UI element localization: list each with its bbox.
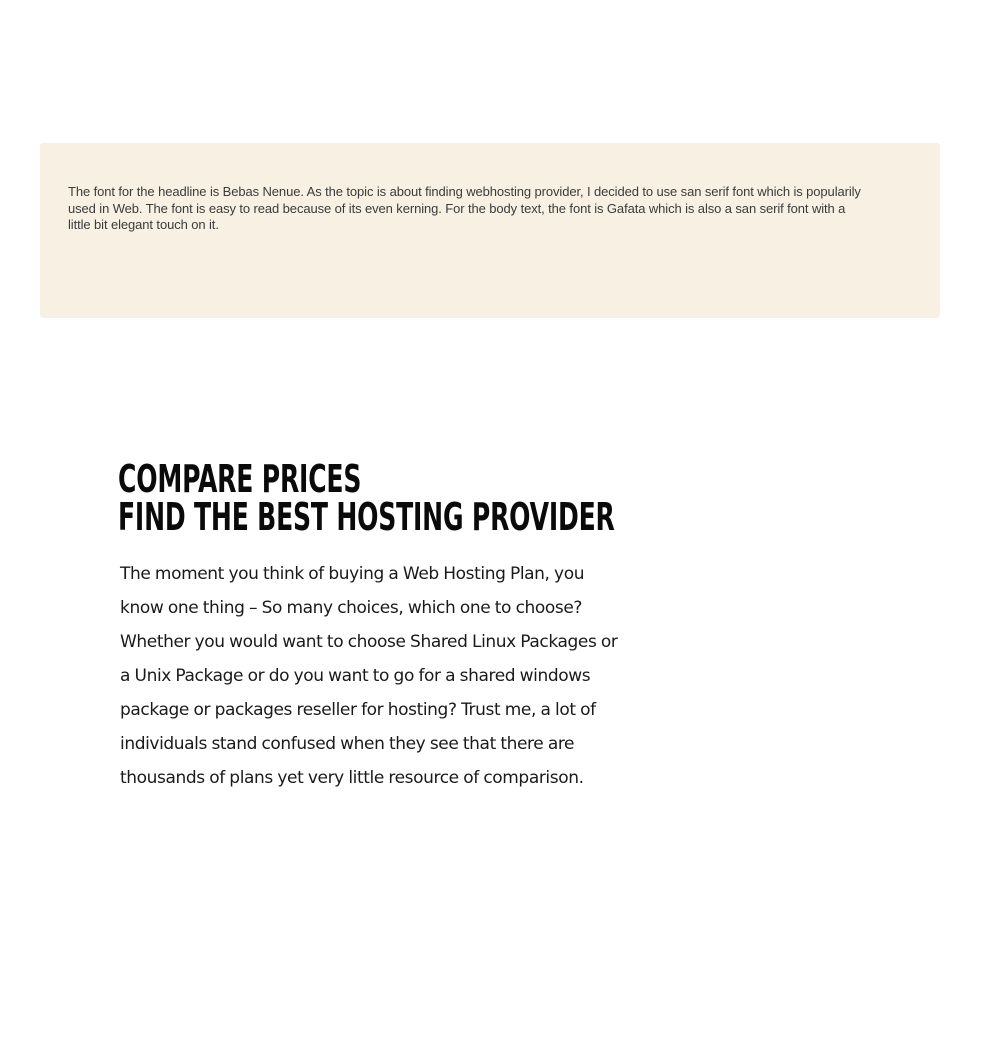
font-note-text: The font for the headline is Bebas Nenue. As the topic is about finding webhosting provider, I decided to use san serif font which is popularily used in Web. The font is easy to read because of its even kerning. For the body text, the font is Gafata which is also a san serif font with a little bit elegant touch on it. [68, 184, 861, 232]
page-headline [118, 457, 615, 539]
body-paragraph: The moment you think of buying a Web Hosting Plan, you know one thing – So many choices, which one to choose? Whether you would want to choose Shared Linux Packages or a Unix Package or do you want to go for a shared windows package or packages reseller for hosting? Trust me, a lot of individuals stand confused when they see that there are thousands of plans yet very little resource of comparison. [120, 564, 618, 788]
headline-line-2: FIND THE BEST HOSTING PROVIDER [118, 495, 615, 539]
main-content [118, 457, 638, 795]
headline-line-1: COMPARE PRICES [118, 457, 362, 501]
font-note-box [40, 143, 940, 318]
